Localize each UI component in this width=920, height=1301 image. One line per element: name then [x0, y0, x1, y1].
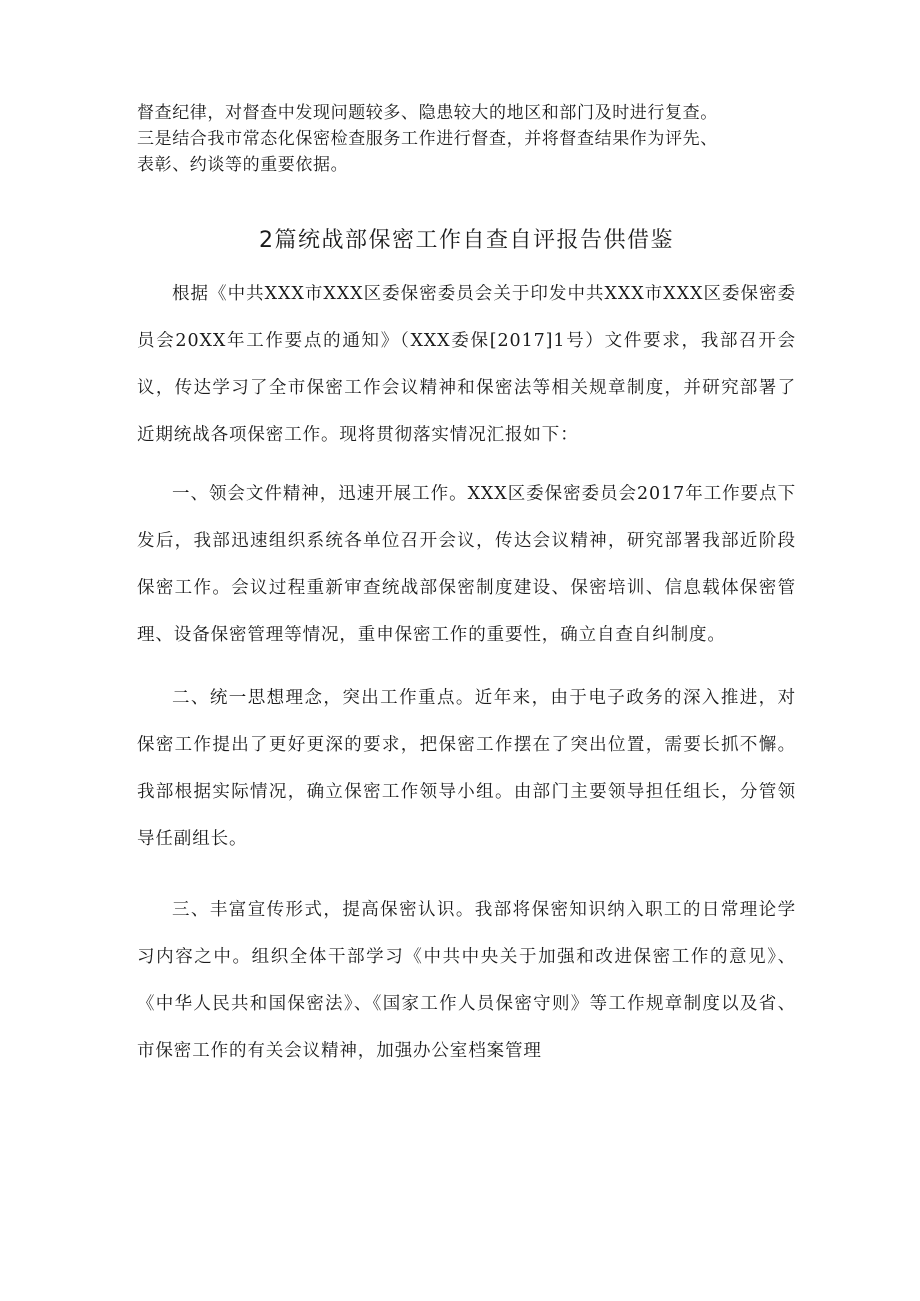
paragraph-section-three: 三、丰富宣传形式，提高保密认识。我部将保密知识纳入职工的日常理论学习内容之中。组织全体干部学习《中共中央关于加强和改进保密工作的意见》、《中华人民共和国保密法》、《国家工作人员保密守则》等工作规章制度以及省、市保密工作的有关会议精神，加强办公室档案管理	[137, 899, 796, 1061]
intro-line: 表彰、约谈等的重要依据。	[137, 155, 349, 175]
paragraph-section-two: 二、统一思想理念，突出工作重点。近年来，由于电子政务的深入推进，对保密工作提出了更好更深的要求，把保密工作摆在了突出位置，需要长抓不懈。我部根据实际情况，确立保密工作领导小组。由部门主要领导担任组长，分管领导任副组长。	[137, 687, 796, 849]
document-title: 2篇统战部保密工作自查自评报告供借鉴	[259, 228, 674, 253]
intro-continuation	[137, 100, 796, 178]
paragraph-section-one: 一、领会文件精神，迅速开展工作。XXX区委保密委员会2017年工作要点下发后，我部迅速组织系统各单位召开会议，传达会议精神，研究部署我部近阶段保密工作。会议过程重新审查统战部保密制度建设、保密培训、信息载体保密管理、设备保密管理等情况，重申保密工作的重要性，确立自查自纠制度。	[137, 483, 796, 645]
intro-line: 三是结合我市常态化保密检查服务工作进行督查，并将督查结果作为评先、	[137, 129, 718, 149]
paragraph-opening: 根据《中共XXX市XXX区委保密委员会关于印发中共XXX市XXX区委保密委员会20XX年工作要点的通知》（XXX委保[2017]1号）文件要求，我部召开会议，传达学习了全市保密工作会议精神和保密法等相关规章制度，并研究部署了近期统战各项保密工作。现将贯彻落实情况汇报如下：	[137, 283, 796, 445]
intro-line: 督查纪律，对督查中发现问题较多、隐患较大的地区和部门及时进行复查。	[137, 103, 718, 123]
